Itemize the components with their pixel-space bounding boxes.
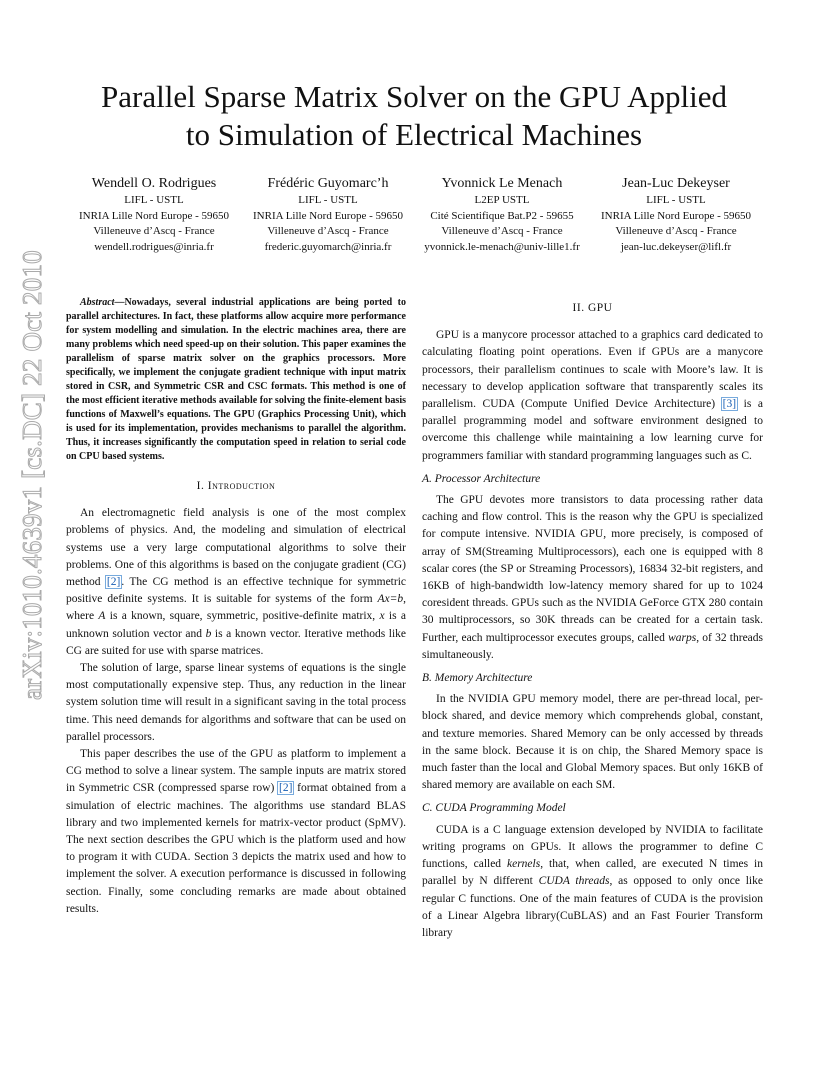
left-column (66, 296, 406, 918)
text-run: The GPU devotes more transistors to data processing rather data caching and flow control. This is the reason why the GPU is specialized for compute intensive. NVIDIA GPU, more precisely, is composed of array of SM(Streaming Multiprocessors), each one is equipped with 8 scalar cores (the SP or Streaming Processors), 16834 32-bit registers, and 16KB of high-bandwidth low-latency memory shared for up to 1024 coresident threads. GPUs such as the NVIDIA GeForce GTX 280 contain 30 multiprocessors, so 30K threads can be created for a certain task. Further, each multiprocessor executes groups, called (422, 494, 763, 644)
arxiv-stamp: arXiv:1010.4639v1 [cs.DC] 22 Oct 2010 (17, 250, 47, 700)
text-run: , that, when called, are executed N times in parallel by N different (422, 858, 763, 888)
author-email: frederic.guyomarch@inria.fr (264, 240, 392, 253)
author-city: Villeneuve d’Ascq - France (267, 225, 389, 237)
author-block (589, 174, 763, 255)
author-name: Frédéric Guyomarc’h (267, 176, 389, 191)
text-run: format obtained from a simulation of electric machines. The algorithms use standard BLAS library and two implemented kernels for matrix-vector product (SpMV). The next section describes the GPU which is the platform used and how to program it with CUDA. Section 3 depicts the matrix used and how to implement the solver. A execution performance is discussed in following section. Finally, some concluding remarks are made about obtained results. (66, 782, 407, 915)
equation: Ax=b (377, 593, 404, 606)
title-line-1: Parallel Sparse Matrix Solver on the GPU Applied (101, 79, 727, 114)
text-run: An electromagnetic field analysis is one of the most complex problems of physics. And, the modeling and simulation of electrical systems use a very large computational algorithms to solve their problems. One of this algorithms is based on the conjugate gradient (CG) method (66, 507, 406, 589)
text-run: , as opposed to only once like regular C functions. One of the main features of CUDA is the provision of a Linear Algebra library(CuBLAS) and an Fast Fourier Transform library (422, 875, 763, 939)
subsection-heading-processor: A. Processor Architecture (422, 472, 541, 485)
intro-paragraph-2: The solution of large, sparse linear systems of equations is the single most computationally expensive step. Thus, any reduction in the linear system solution time will result in a significant saving in the total process time. This need demands for algorithms and software that can be used on parallel processors. (66, 662, 406, 743)
text-run: is a known vector. Iterative methods like CG are suited for use with sparse matrices. (66, 627, 407, 657)
author-institution: Cité Scientifique Bat.P2 - 59655 (430, 209, 574, 222)
intro-paragraph-1 (66, 505, 406, 660)
emphasis: kernels (507, 858, 541, 871)
intro-paragraph-3 (66, 746, 406, 918)
text-run: This paper describes the use of the GPU as platform to implement a CG method to solve a linear system. The sample inputs are matrix stored in Symmetric CSR (compressed sparse row) (66, 748, 406, 795)
author-name: Wendell O. Rodrigues (91, 176, 217, 191)
citation-link[interactable]: [3] (722, 398, 737, 411)
subsection-heading-memory: B. Memory Architecture (422, 672, 533, 685)
math-variable: x (379, 610, 385, 623)
text-run: , where (66, 593, 406, 623)
subsection-heading-cuda: C. CUDA Programming Model (422, 802, 566, 815)
author-institution: INRIA Lille Nord Europe - 59650 (79, 209, 229, 222)
text-run: is a known, square, symmetric, positive-definite matrix, (105, 610, 380, 623)
citation-link[interactable]: [2] (279, 782, 293, 795)
text-run: is a unknown solution vector and (66, 610, 407, 640)
text-run: , of 32 threads simultaneously. (422, 631, 763, 661)
author-lab: LIFL - USTL (124, 194, 184, 206)
text-run: . The CG method is an effective technique for symmetric positive definite systems. It is suitable for systems of the form (66, 576, 406, 606)
author-name: Yvonnick Le Menach (441, 176, 563, 191)
author-name: Jean-Luc Dekeyser (622, 176, 730, 191)
author-lab: LIFL - USTL (646, 194, 706, 206)
processor-paragraph (422, 492, 763, 664)
memory-paragraph: In the NVIDIA GPU memory model, there are per-thread local, per-block shared, and device memory which comprehends global, constant, and texture memories. Shared Memory can be only accessed by threads in the same block. Because it is on chip, the Shared Memory space is much faster than the local and Global Memory spaces. But only 16KB of shared memory are available on each SM. (422, 693, 763, 792)
citation-link[interactable]: [2] (106, 576, 121, 589)
author-block (241, 174, 415, 255)
author-email: yvonnick.le-menach@univ-lille1.fr (424, 240, 580, 253)
emphasis: CUDA threads (538, 875, 610, 888)
author-city: Villeneuve d’Ascq - France (615, 225, 737, 237)
author-city: Villeneuve d’Ascq - France (441, 225, 563, 237)
text-run: GPU is a manycore processor attached to a graphics card dedicated to calculating floating point operations. Even if GPUs are a manycore processors, their parallelism continues to scale with Moore’s law. It is necessary to develop application software that transparently scales its parallelism. CUDA (Compute Unified Device Architecture) (422, 329, 763, 411)
title-line-2: to Simulation of Electrical Machines (185, 117, 643, 152)
right-column (422, 300, 763, 942)
text-run: CUDA is a C language extension developed by NVIDIA to facilitate writing programs on GPUs. It allows the programmer to define C functions, called (422, 823, 763, 871)
author-institution: INRIA Lille Nord Europe - 59650 (601, 209, 751, 222)
author-institution: INRIA Lille Nord Europe - 59650 (253, 209, 403, 222)
gpu-paragraph-1 (422, 327, 763, 465)
math-variable: b (205, 627, 212, 640)
cuda-paragraph (422, 822, 763, 942)
emphasis: warps (668, 631, 697, 644)
abstract-text: —Nowadays, several industrial applications are being ported to parallel architectures. In fact, these platforms allow acquire more performance for system modelling and simulation. In the electric machines area, there are many problems which need speed-up on their solution. This paper examines the parallelism of sparse matrix solver on the graphics processors. More specifically, we implement the conjugate gradient technique with input matrix stored in CSR, and Symmetric CSR and CSC formats. This method is one of the most efficient iterative methods available for solving the finite-element basis functions of Maxwell’s equations. The GPU (Graphics Processing Unit), which is used for its implementation, provides mechanisms to parallel the algorithm. Thus, it increases significantly the computation speed in relation to serial code on CPU based systems. (66, 297, 406, 462)
text-run: is a parallel programming model and software environment designed to overcome this challenge while maintaining a low learning curve for programmers familiar with standard programming languages such as C. (422, 398, 763, 462)
author-email: jean-luc.dekeyser@lifl.fr (620, 240, 732, 253)
abstract (66, 296, 406, 464)
author-city: Villeneuve d’Ascq - France (93, 225, 215, 237)
author-block (415, 174, 589, 255)
section-heading-gpu: II. GPU (572, 302, 613, 314)
author-email: wendell.rodrigues@inria.fr (94, 240, 214, 253)
abstract-lead: Abstract (80, 297, 115, 308)
math-variable: A (98, 610, 106, 623)
author-block (67, 174, 241, 255)
author-lab: LIFL - USTL (298, 194, 358, 206)
paper-title (40, 78, 788, 154)
author-lab: L2EP USTL (474, 194, 530, 206)
section-heading-introduction: I. Introduction (196, 480, 276, 492)
